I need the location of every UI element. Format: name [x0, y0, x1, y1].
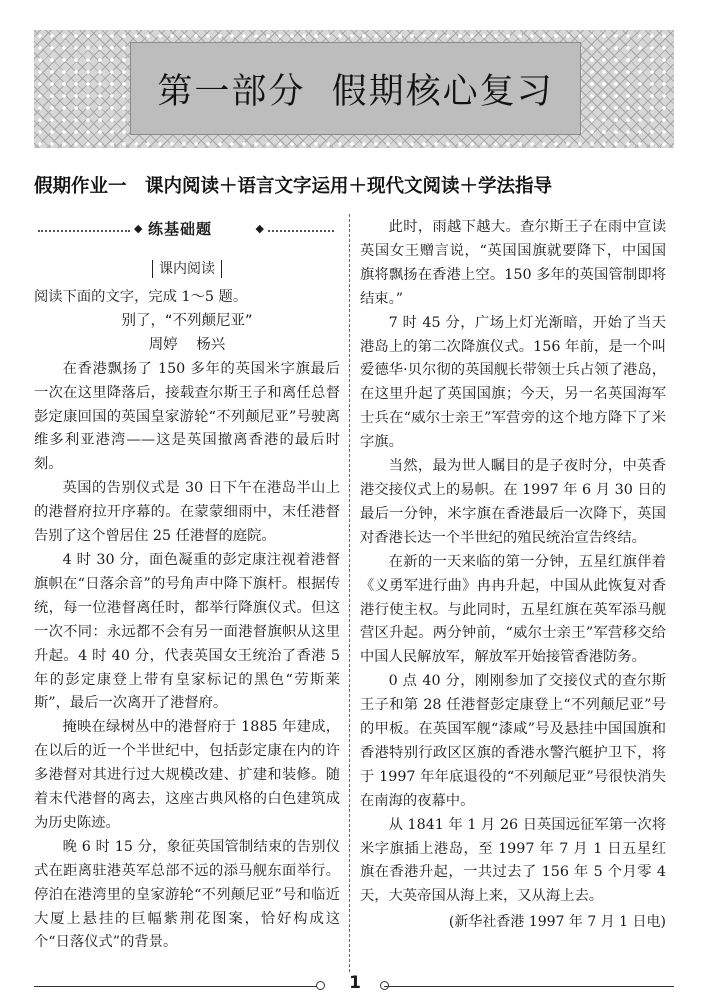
paragraph: 从 1841 年 1 月 26 日英国远征军第一次将米字旗插上港岛，至 1997 年 7 月 1 日五星红旗在香港升起，一共过去了 156 年 5 个月零 4 天，大英帝国从海上来，又从海上去。	[360, 816, 666, 905]
diamond-icon: ◆	[134, 222, 143, 235]
section-label: 练基础题	[148, 220, 213, 238]
section-heading	[34, 214, 340, 248]
homework-title: 假期作业一 课内阅读＋语言文字运用＋现代文阅读＋学法指导	[34, 176, 553, 197]
column-divider	[349, 214, 350, 972]
part-title: 第一部分 假期核心复习	[157, 71, 554, 112]
paragraph: 在新的一天来临的第一分钟，五星红旗伴着《义勇军进行曲》冉冉升起，中国从此恢复对香港行使主权。与此同时，五星红旗在英军添马舰营区升起。两分钟前，“威尔士亲王”军营移交给中国人民解放军，解放军开始接管香港防务。	[360, 553, 666, 666]
paragraph: 英国的告别仪式是 30 日下午在港岛半山上的港督府拉开序幕的。在蒙蒙细雨中，末任港督告别了这个曾居住 25 任港督的庭院。	[34, 480, 340, 545]
paragraph: 在香港飘扬了 150 多年的英国米字旗最后一次在这里降落后，接载查尔斯王子和离任总督彭定康回国的英国皇家游轮“不列颠尼亚”号驶离维多利亚港湾——这是英国撤离香港的最后时刻。	[34, 360, 340, 473]
subsection-label: 课内阅读	[152, 260, 222, 278]
paragraph: 此时，雨越下越大。查尔斯王子在雨中宣读英国女王赠言说，“英国国旗就要降下，中国国旗将飘扬在香港上空。150 多年的英国管制即将结束。”	[360, 219, 666, 307]
paragraph: 0 点 40 分，刚刚参加了交接仪式的查尔斯王子和第 28 任港督彭定康登上“不列颠尼亚”号的甲板。在英国军舰“漆咸”号及悬挂中国国旗和香港特别行政区区旗的香港水警汽艇护卫下，将于 1997 年年底退役的“不列颠尼亚”号很快消失在南海的夜幕中。	[360, 673, 666, 809]
dotted-rule-left	[38, 230, 130, 232]
footer-dot	[316, 981, 325, 990]
article-title: 别了，“不列颠尼亚”	[121, 312, 253, 329]
page-number: 1	[349, 973, 361, 993]
instructions: 阅读下面的文字，完成 1～5 题。	[34, 289, 248, 305]
left-column	[34, 214, 340, 955]
paragraph: 7 时 45 分，广场上灯光渐暗，开始了当天港岛上的第二次降旗仪式。156 年前，是一个叫爱德华·贝尔彻的英国舰长带领士兵占领了港岛，在这里升起了英国国旗；今天，另一名英国海军士兵在“威尔士亲王”军营旁的这个地方降下了米字旗。	[360, 314, 666, 451]
banner-title-box	[130, 42, 581, 135]
article-source: (新华社香港 1997 年 7 月 1 日电)	[448, 914, 666, 931]
subsection-heading	[34, 258, 340, 282]
paragraph: 4 时 30 分，面色凝重的彭定康注视着港督旗帜在“日落余音”的号角声中降下旗杆。根据传统，每一位港督离任时，都举行降旗仪式。但这一次不同：永远都不会有另一面港督旗帜从这里升起。4 时 40 分，代表英国女王统治了香港 5 年的彭定康登上带有皇家标记的黑色“劳斯莱斯”，最后一次离开了港督府。	[34, 551, 340, 712]
paragraph: 掩映在绿树丛中的港督府于 1885 年建成，在以后的近一个半世纪中，包括彭定康在内的许多港督对其进行过大规模改建、扩建和装修。随着末代港督的离去，这座古典风格的白色建筑成为历史陈迹。	[34, 719, 340, 831]
dotted-rule-right	[268, 230, 334, 232]
diamond-icon: ◆	[255, 222, 264, 235]
paragraph: 晚 6 时 15 分，象征英国管制结束的告别仪式在距离驻港英军总部不远的添马舰东面举行。停泊在港湾里的皇家游轮“不列颠尼亚”号和临近大厦上悬挂的巨幅紫荆花图案，恰好构成这个“日落仪式”的背景。	[34, 838, 340, 951]
section-banner	[34, 30, 674, 148]
right-column	[360, 216, 666, 935]
footer-rule-right	[384, 986, 674, 987]
footer-rule-left	[34, 986, 320, 987]
article-authors: 周婷 杨兴	[148, 336, 226, 353]
paragraph: 当然，最为世人瞩目的是子夜时分，中英香港交接仪式上的易帜。在 1997 年 6 月 30 日的最后一分钟，米字旗在香港最后一次降下，英国对香港长达一个半世纪的殖民统治宣告终结。	[360, 458, 666, 546]
